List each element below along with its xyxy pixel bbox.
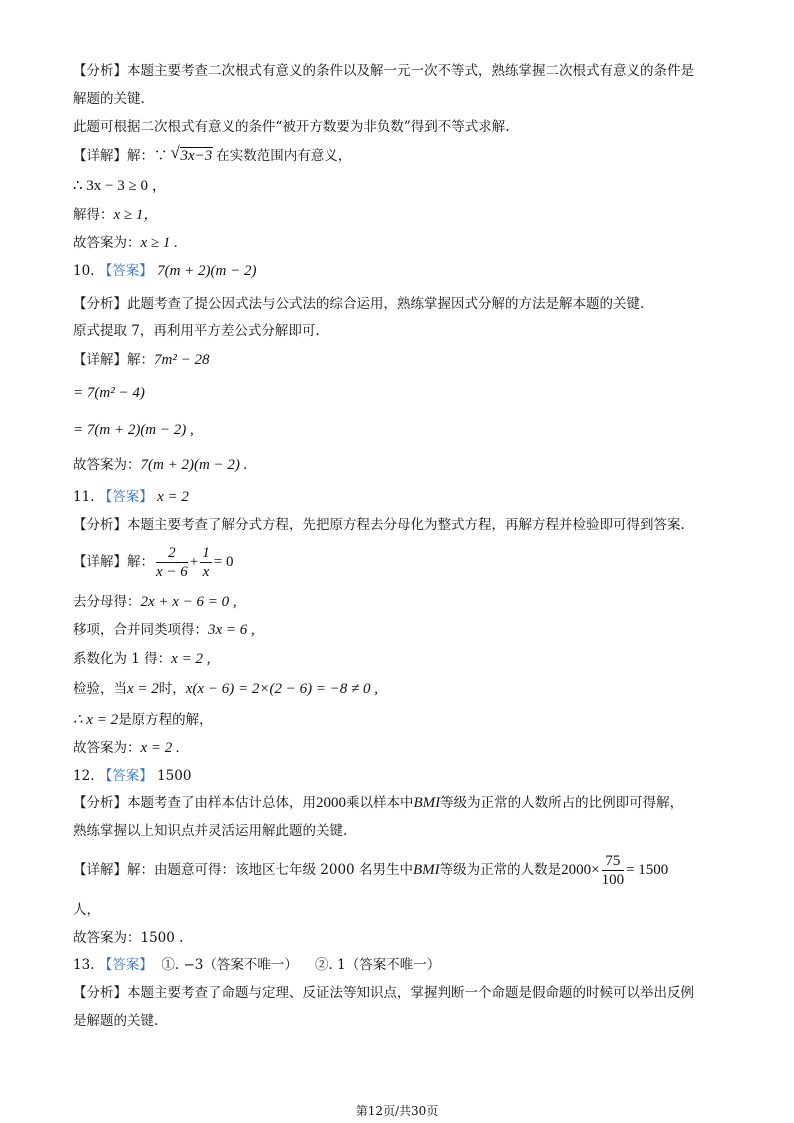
q13-answer-tag: 【答案】	[98, 957, 153, 973]
q10-number: 10.	[73, 263, 95, 279]
q13-analysis-line-2: 是解题的关键.	[73, 1013, 159, 1029]
q10-analysis-line-2: 原式提取 7，再利用平方差公式分解即可.	[73, 323, 320, 339]
q13-answer-part-2: ②. 1（答案不唯一）	[315, 957, 441, 973]
q9-detail	[73, 143, 352, 166]
q10-detail: 【详解】解：7m² − 28	[73, 352, 210, 368]
q12-answer: 1500	[157, 768, 192, 784]
q11-detail-equation: 【详解】解： $\frac{2}{x - 6}$ + $\frac{1}{x}$ = 0	[73, 545, 234, 580]
q10-step-1: = 7(m² − 4)	[73, 385, 145, 401]
q9-detail-suffix: 在实数范围内有意义，	[216, 148, 352, 164]
q12-answer-line	[73, 766, 191, 786]
q11-analysis: 【分析】本题主要考查了解分式方程，先把原方程去分母化为整式方程，再解方程并检验即可得到答案.	[73, 517, 685, 533]
q11-fraction-2: $\frac{1}{x}$	[202, 545, 210, 580]
q12-answer-tag: 【答案】	[98, 768, 153, 784]
q9-step-1: ∴ 3x − 3 ≥ 0 ，	[73, 178, 167, 194]
q9-analysis-line-1: 【分析】本题主要考查二次根式有意义的条件以及解一元一次不等式，熟练掌握二次根式有意义的条件是	[73, 63, 694, 79]
q9-sqrt-expression: √ 3x−3	[170, 143, 213, 164]
page-footer: 第12页/共30页	[355, 1104, 439, 1118]
q10-step-2: = 7(m + 2)(m − 2) ,	[73, 422, 194, 438]
q11-step-3: 系数化为 1 得：x = 2 ,	[73, 651, 211, 667]
q12-unit: 人，	[73, 902, 100, 918]
q11-number: 11.	[73, 489, 95, 505]
q13-answer-part-1: ①. −3（答案不唯一）	[161, 957, 298, 973]
q11-answer-line	[73, 487, 189, 507]
q13-analysis-line-1: 【分析】本题主要考查了命题与定理、反证法等知识点，掌握判断一个命题是假命题的时候可以举出反例	[73, 985, 694, 1001]
q13-number: 13.	[73, 957, 95, 973]
q11-conclusion: ∴ x = 2是原方程的解，	[73, 712, 213, 728]
q11-answer: x = 2	[157, 489, 189, 505]
q10-answer-tag: 【答案】	[98, 263, 153, 279]
q9-detail-prefix: 【详解】解：∵	[73, 148, 168, 164]
q11-answer-tag: 【答案】	[98, 489, 153, 505]
q12-analysis-line-1: 【分析】本题考查了由样本估计总体，用2000乘以样本中BMI等级为正常的人数所占的比例即可得解，	[73, 795, 684, 811]
q12-final-answer: 故答案为：1500 .	[73, 930, 184, 946]
q11-step-1: 去分母得：2x + x − 6 = 0 ,	[73, 594, 237, 610]
q11-check: 检验，当x = 2时，x(x − 6) = 2×(2 − 6) = −8 ≠ 0 ,	[73, 681, 379, 697]
q12-number: 12.	[73, 768, 95, 784]
q12-detail: 【详解】解：由题意可得：该地区七年级 2000 名男生中BMI等级为正常的人数是2000× $\frac{75}{100}$ = 1500	[73, 853, 669, 888]
q10-answer: 7(m + 2)(m − 2)	[157, 263, 257, 279]
q12-analysis-line-2: 熟练掌握以上知识点并灵活运用解此题的关键.	[73, 823, 348, 839]
q9-analysis-line-2: 解题的关键.	[73, 91, 145, 107]
q9-analysis-line-3: 此题可根据二次根式有意义的条件“被开方数要为非负数”得到不等式求解.	[73, 119, 510, 135]
q13-answer-line	[73, 955, 440, 975]
q9-step-2: 解得：x ≥ 1，	[73, 207, 159, 223]
q11-step-2: 移项，合并同类项得：3x = 6 ,	[73, 622, 255, 638]
q10-answer-line	[73, 261, 256, 281]
q9-final-answer: 故答案为：x ≥ 1 .	[73, 235, 178, 251]
q11-fraction-1: $\frac{2}{x - 6}$	[156, 545, 188, 580]
q11-final-answer: 故答案为：x = 2 .	[73, 740, 180, 756]
q10-final-answer: 故答案为：7(m + 2)(m − 2) .	[73, 457, 248, 473]
q12-fraction: $\frac{75}{100}$	[601, 853, 625, 888]
q10-analysis-line-1: 【分析】此题考查了提公因式法与公式法的综合运用，熟练掌握因式分解的方法是解本题的关键.	[73, 296, 645, 312]
